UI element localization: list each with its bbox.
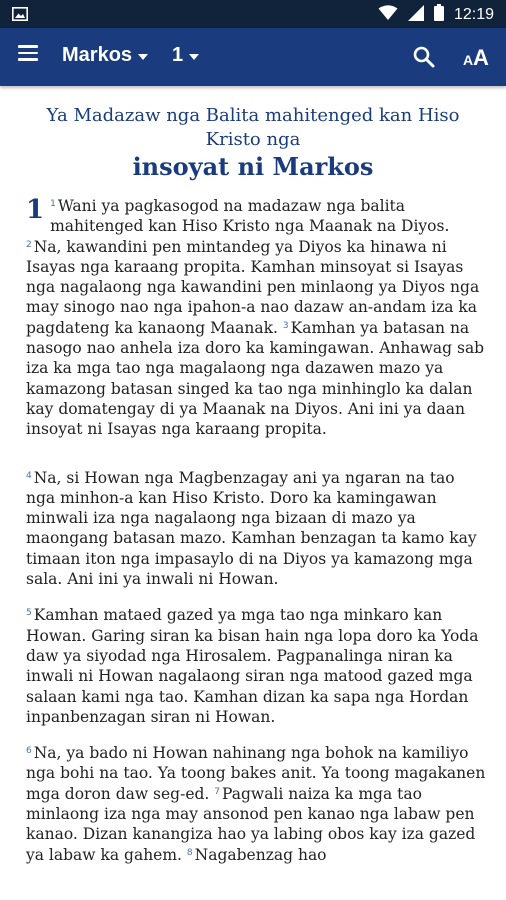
battery-icon	[434, 4, 444, 26]
signal-icon	[408, 5, 424, 26]
scripture-text	[26, 196, 486, 881]
hamburger-menu-icon[interactable]	[12, 41, 46, 73]
book-selector[interactable]	[62, 44, 148, 67]
chapter-label: 1	[172, 44, 184, 66]
paragraph	[26, 743, 486, 865]
verse-number[interactable]: 2	[26, 239, 32, 250]
chapter-content[interactable]	[0, 86, 506, 900]
verse-text[interactable]: Pagwali naiza ka mga tao minlaong iza nga may ansonod pen kanao nga labaw pen kanao. Dizan kanangiza hao ya labing obos kay iza gazed ya labaw ka gahem.	[26, 784, 476, 864]
chevron-down-icon	[138, 54, 148, 60]
verse-text[interactable]: Kamhan mataed gazed ya mga tao nga minkaro kan Howan. Garing siran ka bisan hain nga lopa doro ka Yoda daw ya siyodad nga Hirosalem. Pagpanalinga niran ka inwali ni Howan nagalaong siran nga matood gazed mga salaan kami nga tao. Kamhan dizan ka sapa nga Hordan inpanbenzagan siran ni Howan.	[26, 606, 479, 726]
verse-number[interactable]: 6	[26, 746, 32, 757]
wifi-icon	[378, 5, 398, 26]
verse-text[interactable]: Na, kawandini pen mintandeg ya Diyos ka hinawa ni Isayas nga karaang propita. Kamhan minsoyat si Isayas nga nagalaong nga kawandini pen minlaong ya Diyos nga may sinogo nao nga ipahon-a nao dazaw an-andam iza ka pagdateng ka kanaong Maanak.	[26, 237, 480, 337]
svg-text:A: A	[473, 45, 489, 70]
book-title: insoyat ni Markos	[132, 152, 374, 181]
section-heading: Ya Madazaw nga Balita mahitenged kan Hiso Kristo nga	[46, 105, 460, 150]
verse-number[interactable]: 3	[282, 320, 289, 331]
verse-number[interactable]: 5	[26, 608, 32, 619]
paragraph	[26, 196, 486, 440]
book-name: Markos	[62, 44, 133, 66]
verse-number[interactable]: 8	[186, 847, 193, 858]
verse-text[interactable]: Na, ya bado ni Howan nahinang nga bohok na kamiliyo nga bohi na tao. Ya toong bakes anit. Ya toong magakanen mga doron daw seg-ed.	[26, 744, 486, 803]
status-bar	[0, 0, 506, 28]
image-icon	[12, 6, 28, 25]
search-icon[interactable]	[410, 43, 438, 71]
chevron-down-icon	[189, 54, 199, 60]
verse-number[interactable]: 1	[50, 199, 56, 209]
chapter-number: 1	[26, 195, 45, 225]
svg-text:A: A	[463, 52, 474, 68]
paragraph	[26, 605, 486, 727]
verse-text[interactable]: Na, si Howan nga Magbenzagay ani ya ngaran na tao nga minhon-a kan Hiso Kristo. Doro ka kamingawan minwali iza nga nagalaong nga bizaan di mazo ya maongang batasan mazo. Kamhan benzagan ta kamo kay timaan iton nga impasaylo di na Diyos ya kamazong mga sala. Ani ini ya inwali ni Howan.	[26, 468, 477, 589]
paragraph	[26, 468, 486, 590]
verse-text[interactable]: Nagabenzag hao	[194, 845, 327, 864]
status-time: 12:19	[453, 6, 494, 23]
verse-text[interactable]: Kamhan ya batasan na nasogo nao anhela iza doro ka kamingawan. Anhawag sab iza ka mga tao nga magalaong nga dazawen mazo ya kamazong batasan singed ka tao nga minhinglo ka dalan kay domatengay di ya Maanak na Diyos. Ani ini ya daan insoyat ni Isayas nga karaang propita.	[26, 318, 485, 439]
verse-number[interactable]: 4	[26, 470, 32, 481]
app-bar	[0, 28, 506, 86]
verse-number[interactable]: 7	[214, 786, 221, 797]
font-size-icon[interactable]	[462, 43, 494, 71]
chapter-selector[interactable]	[172, 44, 199, 67]
verse-text[interactable]: Wani ya pagkasogod na madazaw nga balita mahitenged kan Hiso Kristo nga Maanak na Diyos.	[50, 197, 450, 236]
